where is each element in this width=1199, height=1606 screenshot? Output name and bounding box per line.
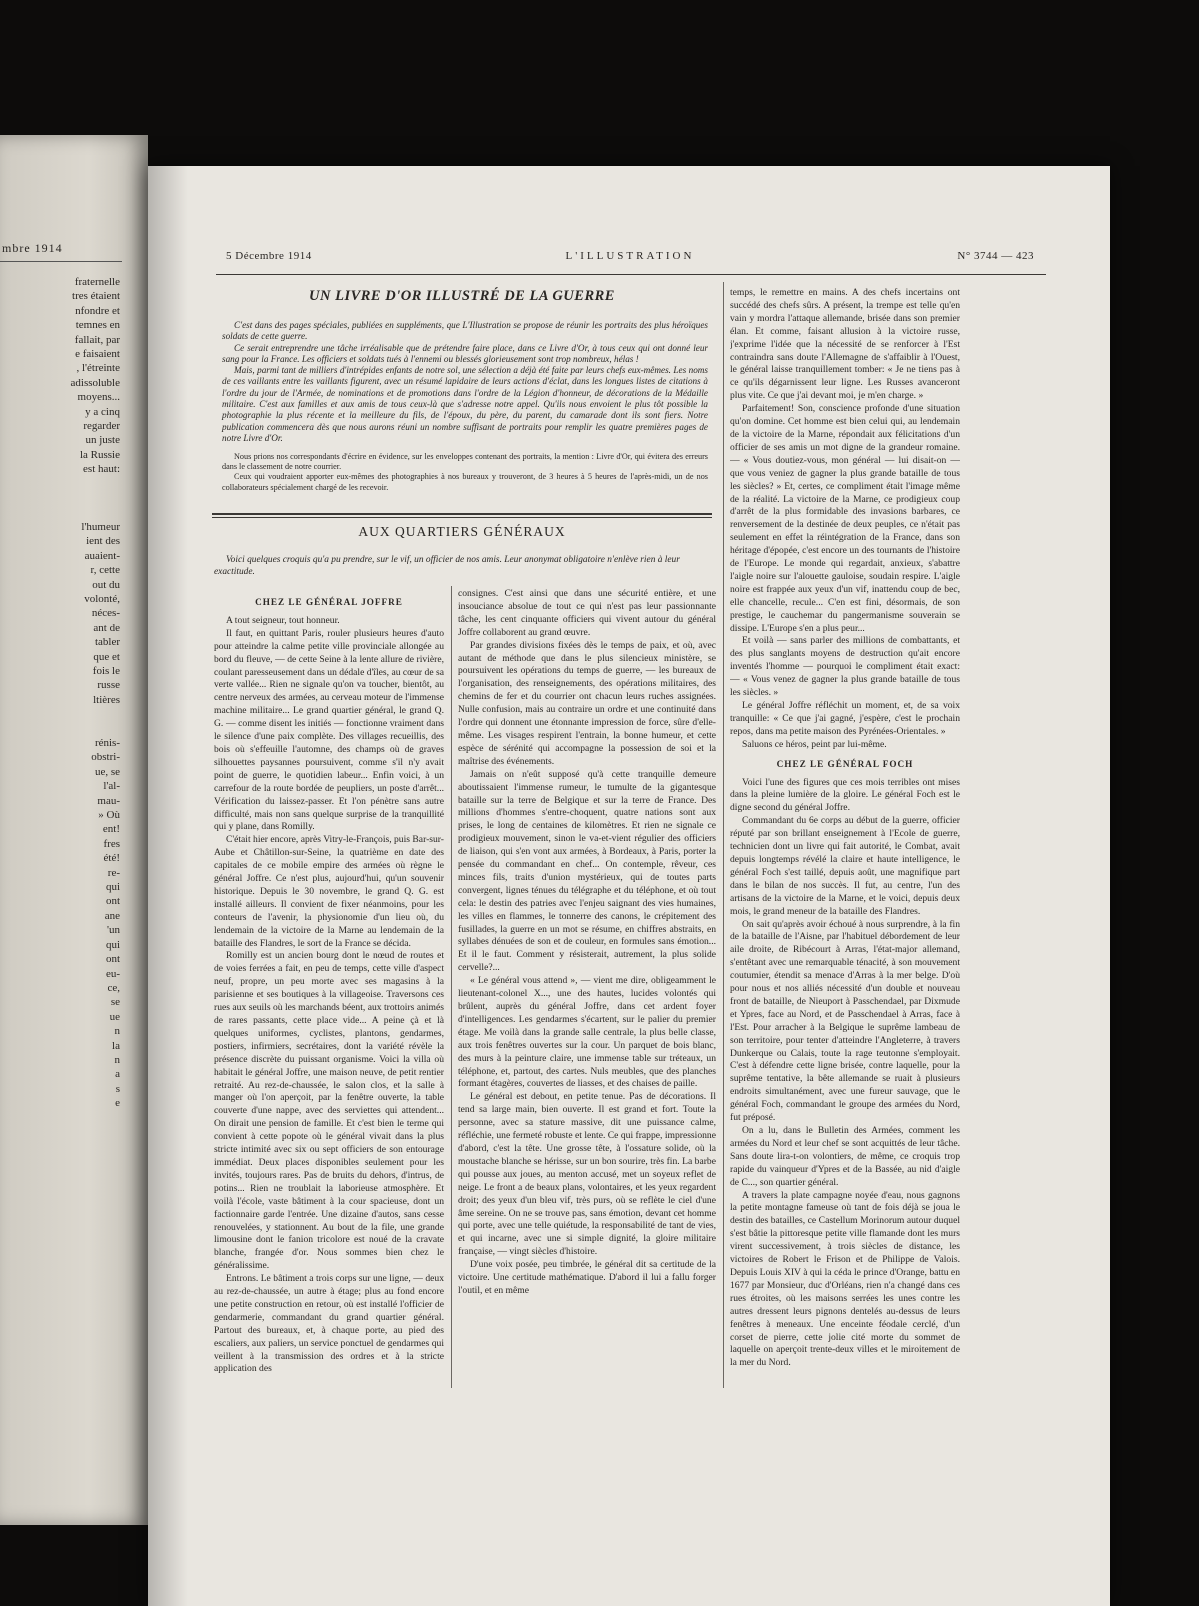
previous-page-line bbox=[4, 722, 120, 736]
previous-page-line: qui bbox=[105, 881, 120, 894]
header-title: L'ILLUSTRATION bbox=[565, 250, 695, 262]
livre-dor-note: Nous prions nos correspondants d'écrire en évidence, sur les enveloppes contenant des portraits, la mention : Livre d'Or, qui évitera des erreurs dans le classement de notre courrier. bbox=[222, 452, 708, 472]
previous-page-line: ont bbox=[105, 953, 120, 966]
article-paragraph: temps, le remettre en mains. A des chefs incertains ont succédé des chefs sûrs. A présent, la trempe est telle qu'en vain y mordra l'attaque allemande, brisée dans son premier élan. Et comme, faisant allusion à la victoire russe, j'exprime l'idée que la nécessité de se renforcer à l'Est contraindra sans doute l'Allemagne de s'affaiblir à l'Ouest, le général laisse tranquillement tomber: « Je ne tiens pas à ce qu'ils dégarnissent leur ligne. Les Russes avanceront plus vite. Ce que j'ai devant moi, je m'en charge. » bbox=[730, 287, 960, 402]
header-date: 5 Décembre 1914 bbox=[226, 250, 312, 262]
article-paragraph: Saluons ce héros, peint par lui-même. bbox=[742, 738, 887, 750]
previous-page-line: e bbox=[115, 1097, 120, 1110]
previous-page-line: est haut: bbox=[83, 463, 120, 476]
previous-page-line: n bbox=[114, 1053, 120, 1066]
section-divider-rule bbox=[212, 513, 712, 518]
previous-page-line: y a cinq bbox=[85, 405, 120, 418]
previous-page-rule bbox=[0, 261, 122, 262]
previous-page-line: nfondre et bbox=[75, 304, 120, 317]
previous-page-line: russe bbox=[97, 679, 120, 692]
subhead-foch: CHEZ LE GÉNÉRAL FOCH bbox=[776, 758, 914, 769]
previous-page-line: ue, se bbox=[94, 765, 120, 778]
article-paragraph: consignes. C'est ainsi que dans une sécurité entière, et une insouciance absolue de tout ce qui n'est pas leur passionnante tâche, les cent cinquante officiers qui vivent autour du général Joffre collaborent au grand œuvre. bbox=[458, 588, 716, 638]
header-page-number: N° 3744 — 423 bbox=[957, 250, 1034, 262]
livre-dor-paragraph: Mais, parmi tant de milliers d'intrépides enfants de notre sol, une sélection a déjà été faite par leurs chefs eux-mêmes. Les noms de ces vaillants entre les vaillants figurent, avec un résumé lapidaire de leurs actions d'éclat, dans les longues listes de citations à l'ordre du jour de l'Armée, de nominations et de promotions dans l'ordre de la Légion d'honneur, de décorations de la Médaille militaire. C'est aux familles et aux amis de tous ceux-là que s'adresse notre appel. Qu'ils nous envoient le plus tôt possible la photographie la plus récente et la meilleure du fils, de l'époux, du père, du parent, du camarade dont ils sont fiers. Notre publication commencera dès que nous aurons réuni un nombre suffisant de portraits pour remplir les quatre premières pages de notre Livre d'Or. bbox=[222, 365, 708, 443]
previous-page-line: adissoluble bbox=[70, 376, 120, 389]
article-paragraph: C'était hier encore, après Vitry-le-François, puis Bar-sur-Aube et Châtillon-sur-Seine, la quatrième en date des capitales de ce mobile empire des armées où règne le général Joffre. Ce n'est plus, aujourd'hui, qu'un souvenir historique. Depuis le 30 novembre, le grand Q. G. est installé ailleurs. Il convient de fixer néanmoins, pour les conteurs de l'avenir, la physionomie d'un lieu où, du lendemain de la victoire de la Marne au lendemain de la bataille des Flandres, le sort de la France se décida. bbox=[214, 834, 444, 949]
magazine-page bbox=[148, 166, 1110, 1606]
previous-page-line: , l'étreinte bbox=[76, 362, 120, 375]
previous-page-line: obstri- bbox=[91, 751, 120, 764]
article-paragraph: On a lu, dans le Bulletin des Armées, comment les armées du Nord et leur chef se sont acquittés de leur tâche. Sans doute lira-t-on volontiers, de même, ce croquis trop rapide du vainqueur d'Ypres et de la Bassée, au nid d'aigle de C..., son quartier général. bbox=[730, 1125, 960, 1188]
article-paragraph: A travers la plate campagne noyée d'eau, nous gagnons la petite montagne fameuse où tant de fois déjà se joua le destin des batailles, ce Castellum Morinorum autour duquel s'est bâtie la pittoresque petite ville flamande dont les murs virent successivement, à trois siècles de distance, les victoires de Robert le Frison et de Philippe de Valois. Depuis Louis XIV à qui la céda le prince d'Orange, battu en 1677 par Monsieur, duc d'Orléans, rien n'a changé dans ces rues étroites, où les maisons serrées les unes contre les autres dressent leurs pignons dentelés au-dessus de leurs fenêtres à meneaux. Une enceinte féodale cerclé, d'un corset de pierre, cette jolie cité morte du sommet de laquelle on aperçoit trente-deux villes et le miroitement de la mer du Nord. bbox=[730, 1189, 960, 1369]
article-paragraph: A tout seigneur, tout honneur. bbox=[226, 614, 340, 626]
previous-page-line: ane bbox=[104, 909, 120, 922]
article-paragraph: Le général est debout, en petite tenue. Pas de décorations. Il tend sa large main, bien ouverte. Il est grand et fort. Toute la personne, avec sa stature massive, dit une puissance calme, réfléchie, une fermeté robuste et lente. Ce qui frappe, impressionne d'abord, c'est la tête. Une grosse tête, à l'ossature solide, où la moustache blanche se hérisse, sur un bon sourire, très fin. La barbe qui pousse aux joues, au menton accusé, met un soyeux reflet de neige. Le front a de beaux plans, volontaires, et les yeux regardent droit; des yeux d'un bleu vif, très purs, où se reflète le ciel d'une âme sereine. On ne se trouve pas, sans émotion, devant cet homme qui porte, avec une telle quiétude, la responsabilité de tant de vies, et qui incarne, avec une si simple dignité, la gloire militaire française, — vingt siècles d'histoire. bbox=[458, 1091, 716, 1258]
previous-page-line: que et bbox=[93, 650, 120, 663]
previous-page-line: mau- bbox=[97, 794, 120, 807]
article-paragraph: On sait qu'après avoir échoué à nous surprendre, à la fin de la bataille de l'Aisne, par l'habituel débordement de leur aile droite, de Ribécourt à Arras, l'état-major allemand, s'entêtant avec une remarquable ténacité, à son mouvement coutumier, étendit sa menace d'Arras à la mer belge. D'où pour nous et nos alliés nécessité d'un double et nouveau front de bataille, de Nieuport à Passchendael, par Dixmude et Ypres, face au Nord, et de Passchendael à Arras, face à l'Est. Pour arracher à la Belgique le suprême lambeau de son territoire, pour tenter d'atteindre l'Angleterre, à travers Dunkerque ou Calais, toute la rage teutonne s'employait. C'est à défendre cette ligne brisée, contre laquelle, pour la suprême tentative, la bête allemande se ruait à plusieurs endroits simultanément, avec une fureur sauvage, que le général Foch, commandant le groupe des armées du Nord, fut préposé. bbox=[730, 918, 960, 1124]
previous-page-line: e faisaient bbox=[75, 348, 120, 361]
article-paragraph: Romilly est un ancien bourg dont le nœud de routes et de voies ferrées a fait, en peu de temps, cette ville d'aspect neuf, propre, un peu morte avec ses magasins à la parisienne et ses boutiques à la villageoise. Traversons ces rues aux seuils où les marchands béent, aux trottoirs animés de rares passants, cette place vide... A peine çà et là quelques uniformes, cyclistes, plantons, gendarmes, postiers, infirmiers, secrétaires, dont la variété révèle la présence discrète du puissant organisme. Voici la villa où habitait le général Joffre, une maison neuve, de petit rentier retraité. Au rez-de-chaussée, le salon clos, et la salle à manger où l'on aperçoit, par la fenêtre ouverte, la table couverte d'une nappe, avec des serviettes qui attendent... On dirait une pension de famille. Et c'est bien le terme qui convient à cette popote où le général vivait dans la plus stricte intimité avec six ou sept officiers de son entourage immédiat. Deux places disponibles seulement pour les invités, toujours rares. Pas de bruits du dehors, d'intrus, de potins... Rien ne troublait la laborieuse atmosphère. Et voilà l'école, vaste bâtiment à la cour spacieuse, dont un factionnaire garde l'entrée. Une dizaine d'autos, sans cesse renouvelées, y stationnent. Au bout de la file, une grande limousine dont le fanion tricolore est noué de la cravate blanche, frangée d'or. Nous sommes bien chez le généralissime. bbox=[214, 950, 444, 1272]
previous-page bbox=[0, 135, 148, 1525]
article-column-right bbox=[730, 287, 960, 1387]
previous-page-line: la bbox=[112, 1039, 120, 1052]
previous-page-line: s bbox=[115, 1082, 120, 1095]
article-column-middle bbox=[458, 588, 716, 1388]
previous-page-line: eu- bbox=[105, 967, 120, 980]
previous-page-line: ant de bbox=[93, 621, 120, 634]
header-rule bbox=[216, 274, 1046, 275]
article-paragraph: « Le général vous attend », — vient me dire, obligeamment le lieutenant-colonel X..., une des hautes, lucides volontés qui brûlent, auprès du général Joffre, dans cet ardent foyer d'intelligences. Les gendarmes s'écartent, sur le palier du premier étage. Me voilà dans la grande salle centrale, la plus belle classe, aux trois fenêtres ouvertes sur la cour. Un parquet de bois blanc, des murs à la peinture claire, une immense table sur tréteaux, un téléphone, et, partout, des cartes. Nuls meubles, que des planches formant étagères, couvertes de liasses, et des chaises de paille. bbox=[458, 975, 716, 1090]
livre-dor-paragraph: C'est dans des pages spéciales, publiées en suppléments, que L'Illustration se propose de réunir les portraits des plus héroïques soldats de cette guerre. bbox=[222, 320, 708, 342]
previous-page-line: re- bbox=[107, 866, 120, 879]
previous-page-line: ent! bbox=[102, 823, 120, 836]
previous-page-line bbox=[4, 477, 120, 491]
previous-page-column bbox=[4, 275, 120, 1111]
previous-page-line: ient des bbox=[86, 535, 120, 548]
article-paragraph: Commandant du 6e corps au début de la guerre, officier réputé par son brillant enseignement à l'Ecole de guerre, technicien dont un livre qui fait autorité, le Combat, avait depuis longtemps révélé la claire et haute intelligence, le général Foch s'est taillé, depuis août, une magnifique part dans le bilan de nos succès. Il fut, au centre, l'un des artisans de la victoire de la Marne, et le voici, depuis deux mois, le grand meneur de la bataille des Flandres. bbox=[730, 815, 960, 917]
previous-page-line: fraternelle bbox=[74, 276, 120, 288]
previous-page-line: un juste bbox=[85, 434, 120, 447]
previous-page-line: fois le bbox=[92, 664, 120, 677]
article-title: AUX QUARTIERS GÉNÉRAUX bbox=[358, 524, 566, 539]
previous-page-line: 'un bbox=[107, 924, 120, 937]
previous-page-line: auaient- bbox=[84, 549, 120, 562]
previous-page-line: qui bbox=[105, 938, 120, 951]
article-paragraph: Parfaitement! Son, conscience profonde d'une situation qu'on domine. Cet homme est bien celui qui, au lendemain de la victoire de la Marne, répondait aux félicitations d'un officier de ses amis un mot digne de la grandeur romaine. — « Vous doutiez-vous, mon général — lui disait-on — que vous veniez de gagner la plus grande bataille de tous les siècles? » Et, certes, ce compliment était l'image même de la réalité. La victoire de la Marne, ce prodigieux coup d'arrêt de la plus formidable des invasions barbares, ce renversement de la destinée de deux peuples, ce n'était pas seulement en effet la réintégration de la France, dans son héritage d'épopée, c'est encore un des tournants de l'histoire de l'Europe. Le monde qui regardait, anxieux, s'abattre l'aigle noire sur l'alouette gauloise, soudain respire. L'aigle noire est frappée aux yeux d'un vif, inattendu coup de bec, elle chancelle, recule... C'en est fini, désormais, de son prestige, le cauchemar du pangermanisme souverain se dissipe. L'Europe s'en a plus peur... bbox=[730, 403, 960, 634]
article-paragraph: Le général Joffre réfléchit un moment, et, de sa voix tranquille: « Ce que j'ai gagné, j'espère, c'est le prochain repos, dans ma petite maison des Pyrénées-Orientales. » bbox=[730, 700, 960, 737]
previous-page-line: ue bbox=[109, 1010, 120, 1023]
subhead-joffre: CHEZ LE GÉNÉRAL JOFFRE bbox=[255, 597, 403, 607]
article-paragraph: Jamais on n'eût supposé qu'à cette tranquille demeure aboutissaient l'immense rumeur, le tumulte de la gigantesque bataille sur la terre de Belgique et sur la terre de France. Des millions d'hommes s'entre-choquent, quatre nations sont aux prises, le long de centaines de kilomètres. Et rien ne signale ce prodigieux mouvement, sinon le va-et-vient régulier des officiers de liaison, qui s'en vont aux armées, à Bordeaux, à Paris, porter la pensée du commandant en chef... On contemple, rêveur, ces minces fils, traits d'union mystérieux, qui de toutes parts convergent, lignes ténues du télégraphe et du téléphone, et où tout cela: le destin des patries avec l'enjeu saignant des vies humaines, les villes en flammes, le tonnerre des canons, le crépitement des fusillades, la guerre en un mot se résume, en chiffres abstraits, en syllabes dénuées de son et de couleur, en formules sans émotion... Et il le faut. Comment y résisterait, autrement, la plus solide cervelle?... bbox=[458, 768, 716, 974]
previous-page-line: été! bbox=[103, 852, 120, 865]
article-intro: Voici quelques croquis qu'a pu prendre, sur le vif, un officier de nos amis. Leur anonymat obligatoire n'enlève rien à leur exactitude. bbox=[214, 555, 680, 577]
previous-page-line: ont bbox=[105, 895, 120, 908]
previous-page-line: temnes en bbox=[75, 319, 120, 332]
livre-dor-notes bbox=[222, 452, 708, 493]
article-paragraph: Il faut, en quittant Paris, rouler plusieurs heures d'auto pour atteindre la calme petite ville provinciale allongée au bord du fleuve, — de cette Seine à la lente allure de rivière, coulant paresseusement dans un dédale d'îles, au cœur de sa verte vallée... Rien ne signale qu'on va toucher, bientôt, au centre nerveux des armées, au cerveau moteur de l'immense machine militaire... Le grand quartier général, le grand Q. G. — comme disent les initiés — fonctionne vraiment dans le silence d'une paix complète. Des villages recueillis, des bois où s'effeuille l'automne, des champs où de graves silhouettes paysannes poursuivent, comme s'il n'y avait point de guerre, le quotidien labeur... Enfin voici, à un carrefour de la route bordée de peupliers, un poste d'arrêt... Vérification du laissez-passer. Et l'on pénètre sans autre difficulté, mais non sans quelque surprise de la tranquillité qui y plane, dans Romilly. bbox=[214, 627, 444, 833]
previous-page-line: r, cette bbox=[90, 564, 120, 577]
column-rule bbox=[451, 586, 452, 1388]
previous-page-line: néces- bbox=[91, 607, 120, 620]
previous-page-line: se bbox=[110, 996, 120, 1009]
previous-page-line: fres bbox=[103, 837, 120, 850]
article-column-left bbox=[214, 590, 444, 1390]
previous-page-line: ce, bbox=[107, 981, 120, 994]
previous-page-line: volonté, bbox=[84, 592, 120, 605]
previous-page-line: regarder bbox=[83, 420, 120, 433]
previous-page-line: tabler bbox=[94, 636, 120, 649]
column-rule bbox=[723, 282, 724, 1388]
page-header bbox=[226, 250, 1034, 270]
previous-page-line bbox=[4, 707, 120, 721]
previous-page-date: mbre 1914 bbox=[2, 241, 63, 255]
livre-dor-notice bbox=[212, 278, 712, 510]
previous-page-line: la Russie bbox=[79, 448, 120, 461]
previous-page-line: tres étaient bbox=[72, 290, 120, 303]
previous-page-line: l'al- bbox=[103, 780, 120, 793]
previous-page-line: fallait, par bbox=[74, 333, 120, 346]
previous-page-line: out du bbox=[92, 578, 120, 591]
livre-dor-title: UN LIVRE D'OR ILLUSTRÉ DE LA GUERRE bbox=[309, 288, 615, 304]
article-paragraph: Voici l'une des figures que ces mois terribles ont mises dans la pleine lumière de la gloire. Le général Foch est le digne second du général Joffre. bbox=[730, 776, 960, 814]
previous-page-line: moyens... bbox=[77, 391, 120, 404]
article-paragraph: Entrons. Le bâtiment a trois corps sur une ligne, — deux au rez-de-chaussée, un autre à étage; plus au fond encore une petite construction en retour, où est installé l'officier de gendarmerie, commandant du grand quartier général. Partout des bureaux, et, à chaque porte, au pied des escaliers, aux paliers, un service ponctuel de gendarmes qui veillent à la transmission des ordres et à la stricte application des bbox=[214, 1273, 444, 1375]
previous-page-line bbox=[4, 491, 120, 505]
article-paragraph: D'une voix posée, peu timbrée, le général dit sa certitude de la victoire. Une certitude mathématique. D'abord il lui a fallu forger l'outil, et en même bbox=[458, 1259, 716, 1296]
livre-dor-paragraph: Ce serait entreprendre une tâche irréalisable que de prétendre faire place, dans ce Livre d'Or, à tous ceux qui ont donné leur sang pour la France. Les officiers et soldats tués à l'ennemi ou blessés glorieusement sont trop nombreux, hélas ! bbox=[222, 342, 708, 364]
page-gutter-shadow bbox=[148, 166, 188, 1606]
previous-page-line: rénis- bbox=[94, 737, 120, 749]
previous-page-line bbox=[4, 506, 120, 520]
previous-page-line: a bbox=[115, 1068, 120, 1081]
previous-page-line: » Où bbox=[98, 809, 120, 822]
previous-page-line: ltières bbox=[93, 693, 120, 706]
livre-dor-note: Ceux qui voudraient apporter eux-mêmes des photographies à nos bureaux y trouveront, de 3 heures à 5 heures de l'après-midi, un de nos collaborateurs spécialement chargé de les recevoir. bbox=[222, 472, 708, 492]
livre-dor-intro bbox=[222, 320, 708, 444]
article-paragraph: Et voilà — sans parler des millions de combattants, et des plus sanglants moyens de destruction qu'ait encore inventés l'homme — pourquoi le compliment était exact: — « Vous venez de gagner la plus grande bataille de tous les siècles. » bbox=[730, 635, 960, 699]
previous-page-line: l'humeur bbox=[81, 520, 120, 533]
previous-page-line: n bbox=[114, 1025, 120, 1038]
article-paragraph: Par grandes divisions fixées dès le temps de paix, et où, avec autant de méthode que dans le plus silencieux ministère, se poursuivent les opérations du temps de guerre, — les bureaux de l'organisation, des renseignements, des opérations militaires, des chemins de fer et du courrier ont chacun leurs ruches assignées. Nulle confusion, mais au contraire un ordre et une continuité dans l'ordre qui donnent une étonnante impression de force, sûre d'elle-même. Les visages respirent l'entrain, la bonne humeur, et cette espèce de sérénité qui accompagne la possession de soi et la maîtrise des événements. bbox=[458, 639, 716, 767]
